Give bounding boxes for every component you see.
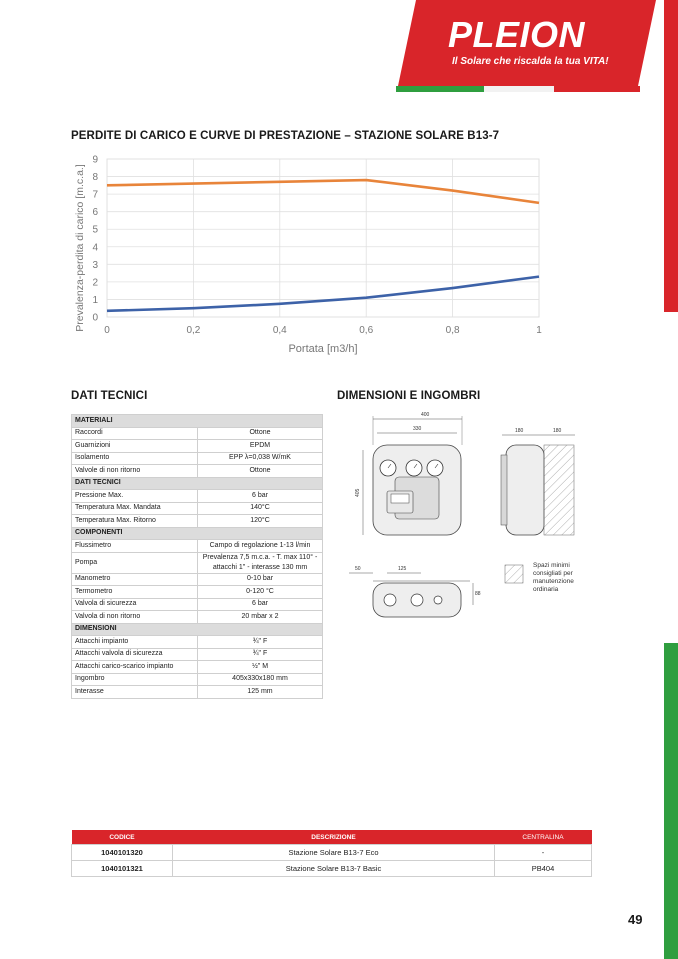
- y-axis-label: Prevalenza-perdita di carico [m.c.a.]: [74, 164, 86, 332]
- spec-value: ¾" F: [198, 648, 323, 661]
- table-section-header: [72, 477, 323, 490]
- spec-label: Attacchi valvola di sicurezza: [72, 648, 198, 661]
- x-tick-label: 1: [536, 325, 542, 336]
- flag-stripe-red: [554, 86, 640, 92]
- section-label: COMPONENTI: [72, 527, 323, 540]
- spec-value: ½" M: [198, 661, 323, 674]
- spec-label: Termometro: [72, 586, 198, 599]
- y-tick-label: 1: [92, 294, 98, 306]
- spec-value: Prevalenza 7,5 m.c.a. - T. max 110° - attacchi 1" - interasse 130 mm: [198, 552, 323, 573]
- table-row: [72, 490, 323, 503]
- dims-section-title: DIMENSIONI E INGOMBRI: [337, 390, 481, 402]
- flag-stripe-white: [484, 86, 554, 92]
- product-controller: PB404: [495, 861, 592, 877]
- spec-label: Pompa: [72, 552, 198, 573]
- table-row: [72, 440, 323, 453]
- station-side-view: [501, 445, 574, 535]
- table-row: [72, 845, 592, 861]
- table-row: [72, 636, 323, 649]
- x-tick-label: 0: [104, 325, 110, 336]
- station-front-view: [373, 445, 461, 535]
- spec-value: 140°C: [198, 502, 323, 515]
- spec-value: EPP λ=0,038 W/mK: [198, 452, 323, 465]
- y-tick-label: 8: [92, 172, 98, 184]
- dims-legend: Spazi minimi consigliati per manutenzione ordinaria: [533, 562, 574, 593]
- dimensions-drawing: [335, 405, 595, 635]
- dim-width-total: 400: [421, 412, 430, 418]
- side-bar-red: [664, 0, 678, 312]
- spec-label: Temperatura Max. Mandata: [72, 502, 198, 515]
- performance-chart: [60, 150, 560, 360]
- table-section-header: [72, 415, 323, 428]
- x-tick-label: 0,6: [359, 325, 374, 336]
- x-tick-label: 0,2: [186, 325, 201, 336]
- legend-hatch-swatch: [505, 565, 523, 583]
- tech-section-title: DATI TECNICI: [71, 390, 148, 402]
- brand-logo: PLEION: [448, 14, 586, 55]
- spec-label: Ingombro: [72, 673, 198, 686]
- product-table: [71, 830, 592, 877]
- flag-stripe-green: [396, 86, 484, 92]
- spec-value: 405x330x180 mm: [198, 673, 323, 686]
- table-row: [72, 598, 323, 611]
- spec-label: Valvole di non ritorno: [72, 465, 198, 478]
- x-axis-label: Portata [m3/h]: [288, 343, 358, 355]
- table-row: [72, 648, 323, 661]
- dim-pitch: 125: [398, 566, 407, 572]
- section-label: MATERIALI: [72, 415, 323, 428]
- product-code: 1040101321: [72, 861, 173, 877]
- dim-height: 405: [355, 488, 361, 497]
- spec-value: 6 bar: [198, 490, 323, 503]
- col-controller: CENTRALINA: [495, 830, 592, 845]
- table-row: [72, 611, 323, 624]
- table-row: [72, 427, 323, 440]
- spec-value: ¾" F: [198, 636, 323, 649]
- side-bar-green: [664, 643, 678, 959]
- section-label: DATI TECNICI: [72, 477, 323, 490]
- table-row: [72, 515, 323, 528]
- y-tick-label: 7: [92, 189, 98, 201]
- product-code: 1040101320: [72, 845, 173, 861]
- table-row: [72, 552, 323, 573]
- table-row: [72, 661, 323, 674]
- spec-value: Ottone: [198, 427, 323, 440]
- chart-title: PERDITE DI CARICO E CURVE DI PRESTAZIONE – STAZIONE SOLARE B13-7: [71, 130, 500, 142]
- spec-label: Valvola di sicurezza: [72, 598, 198, 611]
- dim-offset: 50: [355, 566, 361, 572]
- dim-bottom: 88: [475, 591, 481, 597]
- spec-label: Raccordi: [72, 427, 198, 440]
- y-tick-label: 2: [92, 277, 98, 289]
- y-tick-label: 3: [92, 259, 98, 271]
- section-label: DIMENSIONI: [72, 623, 323, 636]
- table-row: [72, 573, 323, 586]
- tech-table: [71, 414, 323, 699]
- spec-label: Temperatura Max. Ritorno: [72, 515, 198, 528]
- y-tick-label: 4: [92, 242, 98, 254]
- plot-area: [107, 159, 539, 317]
- spec-value: 0-120 °C: [198, 586, 323, 599]
- station-bottom-view: [373, 583, 461, 617]
- product-description: Stazione Solare B13-7 Eco: [173, 845, 495, 861]
- table-row: [72, 502, 323, 515]
- table-row: [72, 861, 592, 877]
- spec-value: Ottone: [198, 465, 323, 478]
- y-tick-label: 6: [92, 207, 98, 219]
- spec-value: 125 mm: [198, 686, 323, 699]
- table-section-header: [72, 527, 323, 540]
- x-tick-label: 0,4: [272, 325, 287, 336]
- y-tick-label: 5: [92, 224, 98, 236]
- table-row: [72, 673, 323, 686]
- col-code: CODICE: [72, 830, 173, 845]
- product-description: Stazione Solare B13-7 Basic: [173, 861, 495, 877]
- table-row: [72, 465, 323, 478]
- spec-value: 20 mbar x 2: [198, 611, 323, 624]
- table-row: [72, 686, 323, 699]
- spec-label: Attacchi impianto: [72, 636, 198, 649]
- spec-value: 120°C: [198, 515, 323, 528]
- x-tick-label: 0,8: [445, 325, 460, 336]
- table-section-header: [72, 623, 323, 636]
- y-tick-label: 9: [92, 154, 98, 166]
- table-row: [72, 452, 323, 465]
- spec-label: Attacchi carico-scarico impianto: [72, 661, 198, 674]
- spec-label: Manometro: [72, 573, 198, 586]
- product-controller: -: [495, 845, 592, 861]
- dim-depth-1: 180: [515, 428, 524, 434]
- table-row: [72, 586, 323, 599]
- spec-value: Campo di regolazione 1-13 l/min: [198, 540, 323, 553]
- dim-depth-2: 180: [553, 428, 562, 434]
- spec-value: EPDM: [198, 440, 323, 453]
- spec-label: Isolamento: [72, 452, 198, 465]
- brand-tagline: Il Solare che riscalda la tua VITA!: [452, 56, 609, 67]
- y-tick-label: 0: [92, 312, 98, 324]
- spec-label: Pressione Max.: [72, 490, 198, 503]
- spec-label: Flussimetro: [72, 540, 198, 553]
- spec-label: Interasse: [72, 686, 198, 699]
- col-description: DESCRIZIONE: [173, 830, 495, 845]
- dim-width-body: 330: [413, 426, 422, 432]
- spec-value: 0-10 bar: [198, 573, 323, 586]
- spec-label: Valvola di non ritorno: [72, 611, 198, 624]
- table-row: [72, 540, 323, 553]
- spec-value: 6 bar: [198, 598, 323, 611]
- spec-label: Guarnizioni: [72, 440, 198, 453]
- page-number: 49: [628, 912, 643, 927]
